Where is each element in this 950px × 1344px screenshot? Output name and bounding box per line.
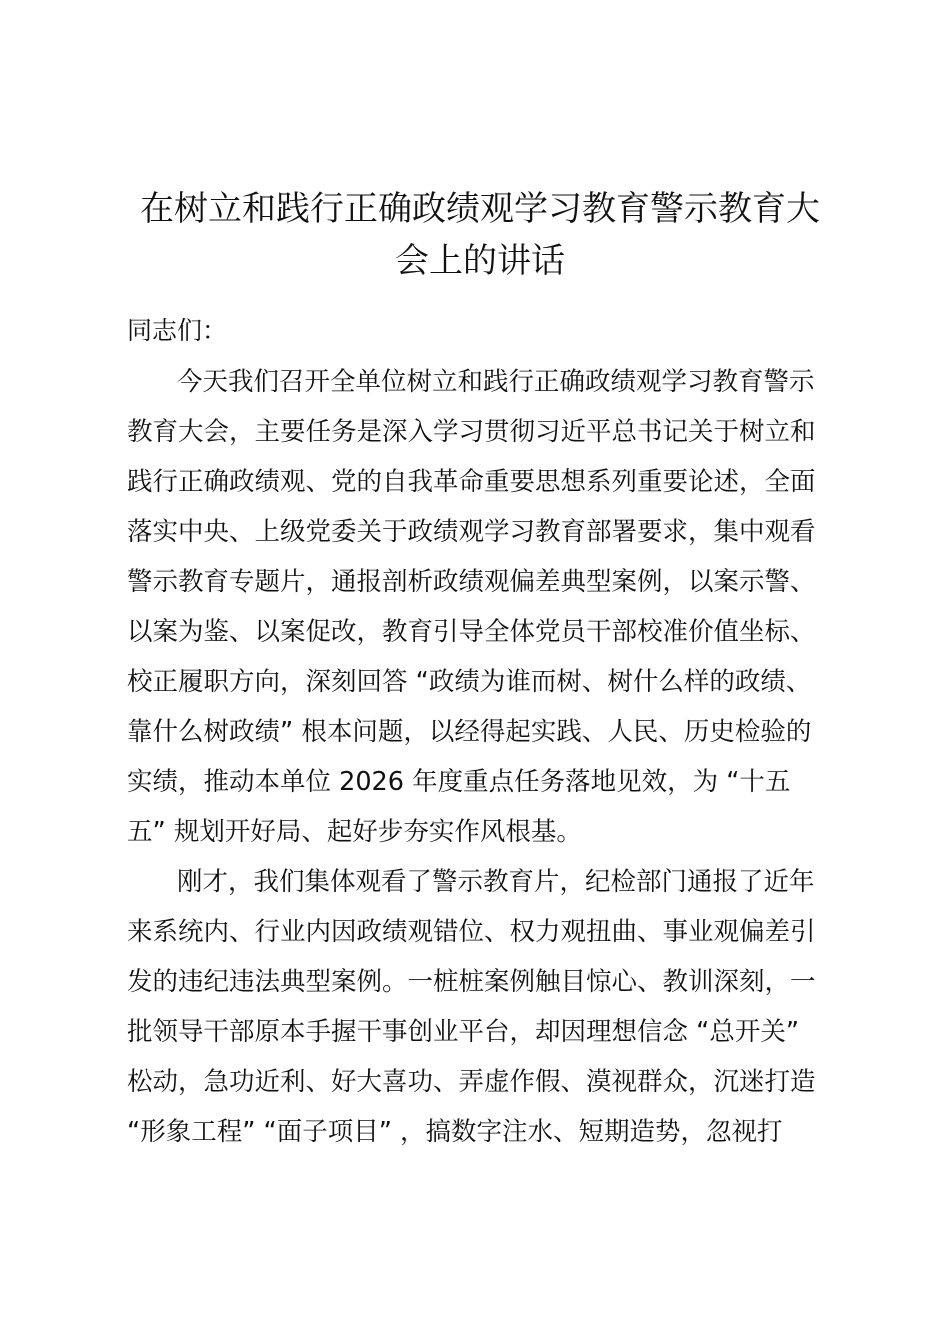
title-line-1: 在树立和践行正确政绩观学习教育警示教育大 [140, 189, 820, 229]
text-line: 今天我们召开全单位树立和践行正确政绩观学习教育警示 [177, 367, 815, 397]
text-line: 教育大会，主要任务是深入学习贯彻习近平总书记关于树立和 [127, 417, 816, 447]
text-line: 警示教育专题片，通报剖析政绩观偏差典型案例，以案示警、 [127, 567, 816, 597]
text-line: 校正履职方向，深刻回答 “政绩为谁而树、树什么样的政绩、 [127, 667, 812, 697]
text-line: “形象工程” “面子项目” ，搞数字注水、短期造势，忽视打 [127, 1117, 783, 1147]
text-line: 五” 规划开好局、起好步夯实作风根基。 [127, 817, 582, 847]
document-title [120, 183, 840, 287]
text-line: 批领导干部原本手握干事创业平台，却因理想信念 “总开关” [127, 1017, 800, 1047]
text-line: 落实中央、上级党委关于政绩观学习教育部署要求，集中观看 [127, 517, 816, 547]
text-line: 践行正确政绩观、党的自我革命重要思想系列重要论述，全面 [127, 467, 816, 497]
text-line: 靠什么树政绩” 根本问题，以经得起实践、人民、历史检验的 [127, 717, 812, 747]
text-line: 发的违纪违法典型案例。一桩桩案例触目惊心、教训深刻，一 [127, 967, 816, 997]
text-line: 松动，急功近利、好大喜功、弄虚作假、漠视群众，沉迷打造 [127, 1067, 816, 1097]
text-line: 以案为鉴、以案促改，教育引导全体党员干部校准价值坐标、 [127, 617, 816, 647]
title-line-2: 会上的讲话 [395, 241, 565, 281]
text-line: 刚才，我们集体观看了警示教育片，纪检部门通报了近年 [177, 867, 815, 897]
text-line: 来系统内、行业内因政绩观错位、权力观扭曲、事业观偏差引 [127, 917, 816, 947]
text-line: 实绩，推动本单位 2026 年度重点任务落地见效，为 “十五 [127, 767, 791, 797]
salutation: 同志们： [127, 316, 228, 345]
